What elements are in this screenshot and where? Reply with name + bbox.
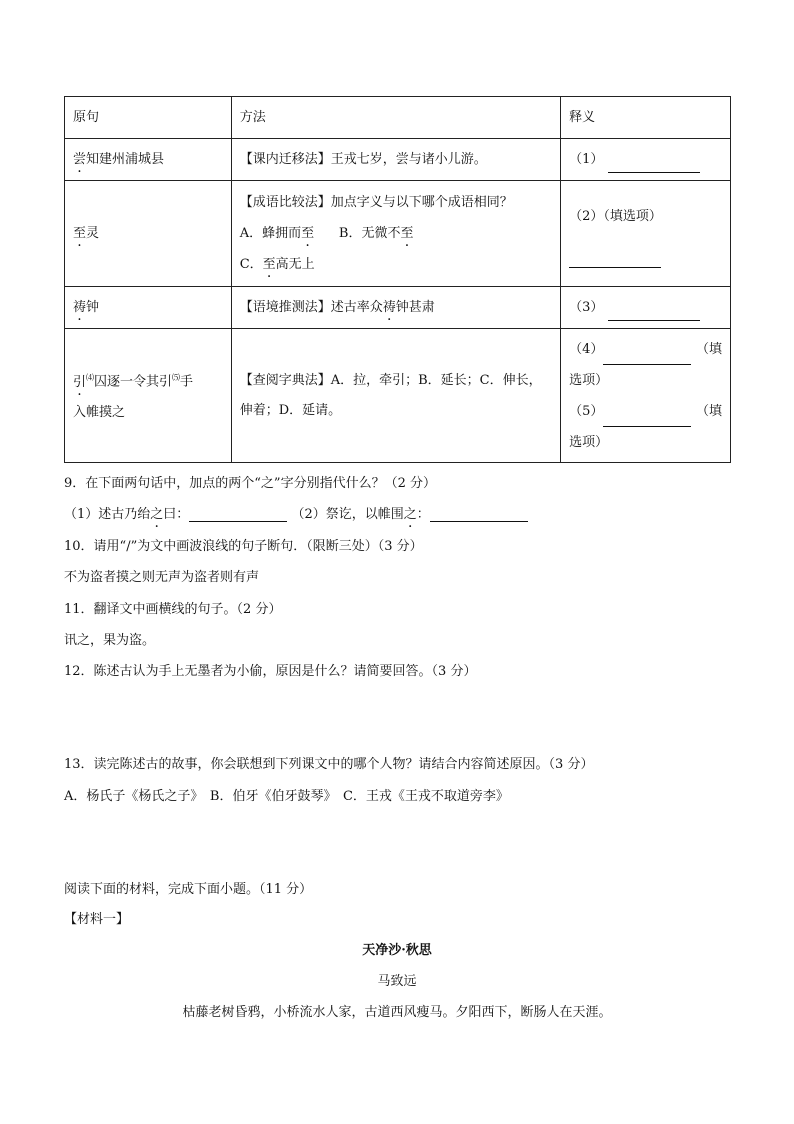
answer-cell (561, 287, 731, 329)
answer-label: （2）（填选项） (569, 208, 662, 224)
q9-part1-end: 曰： (163, 507, 190, 522)
original-text: 手 (180, 374, 194, 390)
answer-tail: （填 (695, 341, 722, 357)
dotted-char: 之 (150, 507, 164, 522)
method-cell (231, 329, 560, 463)
header-original: 原句 (65, 97, 232, 139)
answer-blank[interactable] (603, 412, 691, 427)
original-text: 灵 (86, 225, 100, 241)
original-cell (65, 139, 232, 181)
option-b: B．无微不 (338, 226, 401, 241)
table-row (65, 181, 731, 287)
header-method: 方法 (231, 97, 560, 139)
answer-cell (561, 139, 731, 181)
poem-text: 枯藤老树昏鸦，小桥流水人家，古道西风瘦马。夕阳西下，断肠人在天涯。 (182, 1005, 612, 1020)
dotted-char: 至 (262, 257, 276, 272)
original-text-line2: 入帷摸之 (73, 404, 126, 420)
method-option-c: C．至高无上 (239, 257, 315, 272)
method-text: 【语境推测法】述古率众 (239, 299, 383, 315)
question-11: 11．翻译文中画横线的句子。（2 分） (64, 602, 282, 617)
dotted-char: 至 (73, 225, 87, 241)
method-options-ab (240, 218, 552, 249)
reading-intro: 阅读下面的材料，完成下面小题。（11 分） (64, 882, 313, 897)
dotted-char: 祷 (382, 299, 396, 315)
table-row (65, 139, 731, 181)
question-9: 9．在下面两句话中，加点的两个“之”字分别指代什么？（2 分） (64, 476, 436, 491)
footnote-5: ⑸ (172, 373, 181, 383)
answer-blank[interactable] (608, 158, 700, 173)
original-text: 囚逐一令其引 (94, 374, 173, 390)
answer-tail: （填 (695, 403, 722, 419)
original-cell (65, 329, 232, 463)
poem-author: 马致远 (377, 974, 417, 989)
question-9-parts (64, 503, 528, 522)
q9-part1: （1）述古乃绐 (64, 507, 151, 522)
dotted-char: 祷 (73, 299, 87, 315)
answer-blank[interactable] (430, 507, 528, 522)
original-text: 钟 (86, 299, 100, 315)
answer-label: （3） (569, 299, 604, 315)
question-11-sentence: 讯之，果为盗。 (64, 633, 156, 648)
answer-cell (561, 329, 731, 463)
answer-tail-line2: 选项） (569, 372, 609, 388)
answer-blank[interactable] (189, 507, 287, 522)
answer-label: （1） (569, 151, 604, 167)
dotted-char: 至 (301, 226, 315, 241)
dotted-char: 至 (400, 226, 414, 241)
method-cell (231, 287, 560, 329)
answer-blank[interactable] (603, 350, 691, 365)
question-13: 13．读完陈述古的故事，你会联想到下列课文中的哪个人物？请结合内容简述原因。（3 分） (64, 757, 594, 772)
header-meaning: 释义 (561, 97, 731, 139)
option-a: A．蜂拥而 (239, 226, 302, 241)
answer-label: （5） (569, 403, 604, 419)
method-text: 钟甚肃 (395, 299, 435, 315)
dotted-char: 之 (403, 507, 417, 522)
answer-cell (561, 181, 731, 287)
q9-part2: （2）祭讫，以帷围 (291, 507, 404, 522)
question-10: 10．请用“/”为文中画波浪线的句子断句．（限断三处）（3 分） (64, 539, 423, 554)
exercise-table (64, 96, 731, 463)
footnote-4: ⑷ (86, 373, 95, 383)
method-cell: 【课内迁移法】王戎七岁，尝与诸小儿游。 (231, 139, 560, 181)
answer-blank[interactable] (569, 253, 661, 268)
original-cell (65, 287, 232, 329)
method-cell (231, 181, 560, 287)
method-line: 【成语比较法】加点字义与以下哪个成语相同？ (239, 195, 513, 210)
table-row (65, 329, 731, 463)
method-line: 【查阅字典法】A．拉，牵引；B．延长；C．伸长， (239, 372, 542, 388)
answer-blank[interactable] (608, 306, 700, 321)
method-line: 伸着；D．延请。 (239, 402, 342, 418)
question-12: 12．陈述古认为手上无墨者为小偷，原因是什么？请简要回答。（3 分） (64, 664, 477, 679)
original-text: 知建州浦城县 (86, 151, 165, 167)
poem-title: 天净沙·秋思 (362, 943, 432, 958)
table-row (65, 287, 731, 329)
table-header-row (65, 97, 731, 139)
question-10-sentence: 不为盗者摸之则无声为盗者则有声 (64, 570, 260, 585)
original-cell (65, 181, 232, 287)
material-label: 【材料一】 (64, 912, 130, 927)
q9-part2-end: ： (416, 507, 430, 522)
dotted-char: 尝 (73, 151, 87, 167)
question-13-options: A．杨氏子《杨氏之子》 B．伯牙《伯牙鼓琴》 C．王戎《王戎不取道旁李》 (64, 789, 509, 804)
option-c: 高无上 (275, 257, 315, 272)
answer-label: （4） (569, 341, 604, 357)
dotted-char: 引 (73, 374, 87, 390)
answer-tail-line2: 选项） (569, 434, 609, 450)
